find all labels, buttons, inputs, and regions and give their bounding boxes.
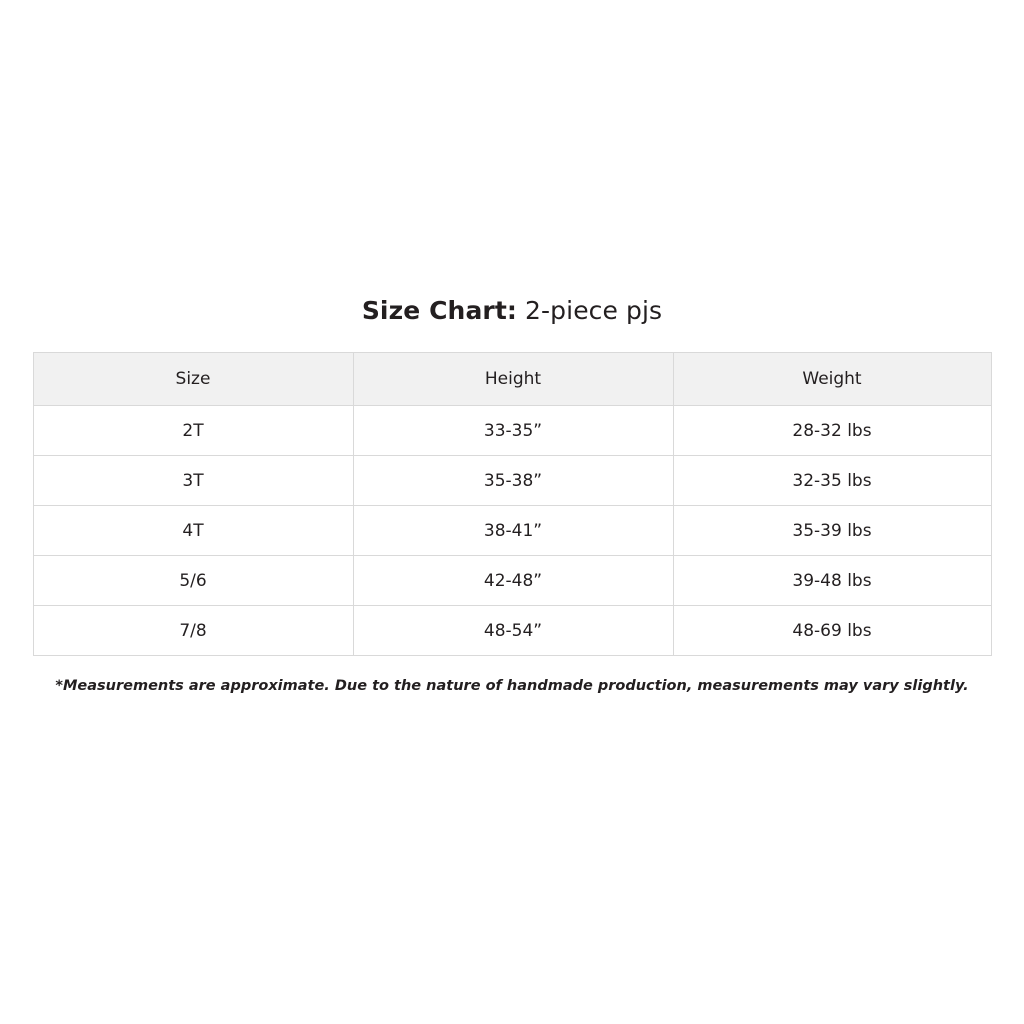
table-header: [33, 353, 991, 406]
table-row: [33, 606, 991, 656]
cell-height: 33-35”: [353, 406, 673, 456]
measurements-footnote: *Measurements are approximate. Due to the nature of handmade production, measurements may vary slightly.: [55, 678, 969, 694]
cell-size: 4T: [33, 506, 353, 556]
cell-weight: 35-39 lbs: [673, 506, 991, 556]
cell-size: 2T: [33, 406, 353, 456]
table-row: [33, 506, 991, 556]
page-title-regular: 2-piece pjs: [517, 296, 663, 325]
table-header-row: [33, 353, 991, 406]
page-title: [0, 296, 1024, 326]
cell-size: 3T: [33, 456, 353, 506]
cell-size: 7/8: [33, 606, 353, 656]
table-row: [33, 456, 991, 506]
table-body: [33, 406, 991, 656]
column-header-weight: Weight: [673, 353, 991, 406]
column-header-size: Size: [33, 353, 353, 406]
cell-height: 38-41”: [353, 506, 673, 556]
column-header-height: Height: [353, 353, 673, 406]
page-title-bold: Size Chart:: [361, 296, 517, 325]
cell-height: 42-48”: [353, 556, 673, 606]
cell-size: 5/6: [33, 556, 353, 606]
table-row: [33, 556, 991, 606]
cell-weight: 32-35 lbs: [673, 456, 991, 506]
cell-height: 48-54”: [353, 606, 673, 656]
cell-weight: 39-48 lbs: [673, 556, 991, 606]
cell-height: 35-38”: [353, 456, 673, 506]
table-row: [33, 406, 991, 456]
cell-weight: 48-69 lbs: [673, 606, 991, 656]
size-chart-table: [33, 352, 992, 656]
cell-weight: 28-32 lbs: [673, 406, 991, 456]
